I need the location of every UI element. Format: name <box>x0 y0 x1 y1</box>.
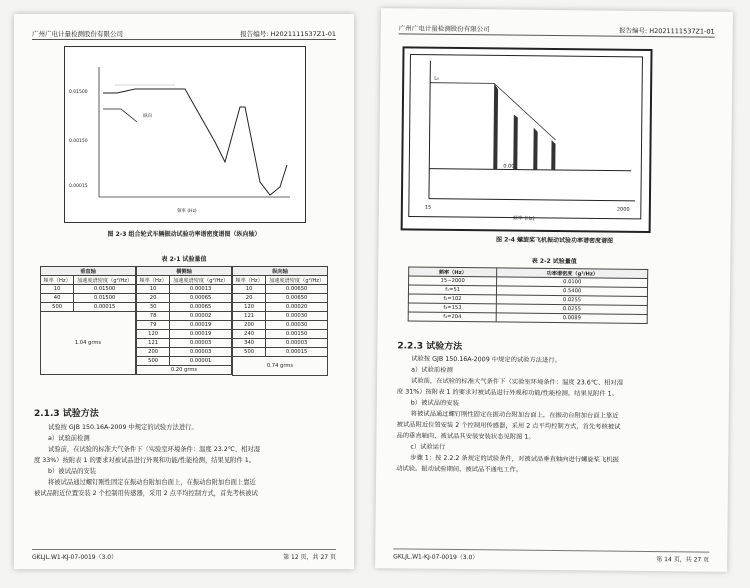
table-cell: 79 <box>137 321 170 330</box>
paragraph-line: b）被试品的安装 <box>410 399 459 408</box>
section-body <box>34 422 339 499</box>
table-row <box>41 285 136 294</box>
paragraph-line: b）被试品的安装 <box>48 468 97 475</box>
paragraph-line: 试验前，在试验的标准大气条件下（实验室环境条件：温度 23.6℃、相对湿 <box>411 377 624 387</box>
table-cell: 0.00019 <box>170 321 232 330</box>
table-cell: f₁=51 <box>408 285 496 295</box>
paragraph-line: 试验按 GJB 150.16A-2009 中规定的试验方法进行。 <box>48 424 198 431</box>
longitudinal-axis-table <box>232 266 328 376</box>
paragraph-line: 试验前，在试验的标准大气条件下（实验室环境条件：温度 23.2℃、相对湿 <box>48 446 260 453</box>
table-cell: 0.00650 <box>266 294 328 303</box>
table-row <box>41 303 136 312</box>
paragraph-line: 被试品附近位置安装 2 个控制用传感器，采用 2 点平均控制方式，首先考核被试 <box>396 421 621 431</box>
table-cell: 0.00003 <box>266 339 328 348</box>
y-tick-label: 0.00015 <box>69 184 88 189</box>
table-cell: 0.0255 <box>497 304 648 315</box>
right-page-footer <box>393 548 709 563</box>
table-row <box>233 330 328 339</box>
table-row <box>233 348 328 357</box>
section-body <box>396 353 712 477</box>
col-header: 功率谱密度（g²/Hz） <box>497 268 648 279</box>
test-level-table <box>408 266 649 324</box>
table-cell: 20 <box>233 294 266 303</box>
section-title: 2.1.3 试验方法 <box>34 409 99 419</box>
table-cell: 200 <box>233 321 266 330</box>
table-row <box>137 321 232 330</box>
table-cell: 40 <box>41 294 74 303</box>
col-header: 频率（Hz） <box>137 276 170 285</box>
y-tick-label: 0.00150 <box>69 139 88 144</box>
page-number: 第 14 页，共 27 页 <box>656 556 710 564</box>
figure-caption: 图 2-3 组合轮式车辆振动试验功率谱密度谱图（纵向轴） <box>107 231 261 238</box>
table-row <box>233 312 328 321</box>
report-number: 报告编号: H2021111537Z1-01 <box>618 26 715 36</box>
section-title: 2.2.3 试验方法 <box>397 341 463 353</box>
paragraph-line: 动试验。振动试验期间，被试品不通电工作。 <box>396 465 523 474</box>
table-cell: 121 <box>233 312 266 321</box>
table-row <box>137 285 232 294</box>
table-cell: 0.00015 <box>266 348 328 357</box>
paragraph-line: a）试验前检测 <box>411 366 453 374</box>
table-cell: 500 <box>233 348 266 357</box>
table-cell: 20 <box>137 294 170 303</box>
col-header: 加速度谱密度（g²/Hz） <box>266 276 328 285</box>
table-cell: 0.0255 <box>497 295 648 306</box>
spectrum-plot <box>65 47 305 222</box>
series-label: 纵向 <box>143 114 152 119</box>
report-number: 报告编号: H2021111537Z1-01 <box>240 30 336 38</box>
table-cell: 340 <box>233 339 266 348</box>
table-cell: 0.00003 <box>170 339 232 348</box>
table-cell: 78 <box>137 312 170 321</box>
paragraph-line: 度 31%）按附表 1 的要求对被试品进行外观和功能/性能检测，结果见附件 1。 <box>396 388 618 398</box>
table-cell: 240 <box>233 330 266 339</box>
table-cell: 0.00150 <box>266 330 328 339</box>
table-cell: 0.00013 <box>170 285 232 294</box>
company-name: 广州广电计量检测股份有限公司 <box>398 24 490 34</box>
table-row <box>408 312 647 324</box>
grms-cell: 0.20 grms <box>137 366 232 375</box>
table-row <box>137 312 232 321</box>
table-row <box>233 294 328 303</box>
table-cell: 0.00030 <box>266 312 328 321</box>
table-cell: 0.00002 <box>170 312 232 321</box>
table-cell: 10 <box>233 285 266 294</box>
baseline-label: 0.00 <box>503 163 515 170</box>
table-row <box>137 303 232 312</box>
right-page-header <box>399 18 715 37</box>
table-cell: 0.5400 <box>497 286 648 297</box>
table-cell: 0.00030 <box>266 321 328 330</box>
table-cell: 200 <box>137 348 170 357</box>
table-cell: 10 <box>41 285 74 294</box>
table-group-header: 纵向轴 <box>233 267 328 276</box>
table-cell: 0.00020 <box>266 303 328 312</box>
paragraph-line: 将被试品通过螺钉刚性固定在振动台附加台面上，在振动台附加台面上靠近 <box>48 479 256 486</box>
paragraph-line: 步骤 1：按 2.2.2 条规定的试验条件，对被试品垂直轴向进行螺旋桨飞机振 <box>410 454 619 464</box>
table-cell: 0.0089 <box>496 313 647 324</box>
table-row <box>137 294 232 303</box>
table-cell: 0.00003 <box>170 348 232 357</box>
company-name: 广州广电计量检测股份有限公司 <box>32 30 123 38</box>
table-group-header: 横侧轴 <box>137 267 232 276</box>
table-caption: 表 2-2 试验量值 <box>531 257 577 266</box>
table-cell: 0.0100 <box>497 277 648 288</box>
table-cell: 0.00001 <box>170 357 232 366</box>
table-cell: 500 <box>137 357 170 366</box>
table-row <box>137 330 232 339</box>
table-row <box>137 348 232 357</box>
table-cell: 15~2000 <box>409 276 497 286</box>
table-cell: 0.00019 <box>170 330 232 339</box>
col-header: 加速度谱密度（g²/Hz） <box>170 276 232 285</box>
table-cell: 10 <box>137 285 170 294</box>
table-cell: 0.00015 <box>74 303 136 312</box>
table-group-header: 垂直轴 <box>41 267 136 276</box>
figure-caption: 图 2-4 螺旋桨飞机振动试验功率谱密度谱图 <box>495 236 614 245</box>
col-header: 频率（Hz） <box>233 276 266 285</box>
paragraph-line: 品的垂直轴向，被试品其安装安装状态见附图 1。 <box>396 432 535 441</box>
vibration-spectrum-chart-left <box>64 46 306 223</box>
table-row <box>137 339 232 348</box>
table-row <box>233 303 328 312</box>
table-row <box>233 339 328 348</box>
table-cell: 0.01500 <box>74 285 136 294</box>
x-axis-label: 频率 (Hz) <box>177 209 197 214</box>
lateral-axis-table <box>136 266 232 375</box>
x-tick-label: 15 <box>424 204 432 211</box>
document-code: GKLJL.W1-KJ-07-0019（3.0） <box>32 554 118 561</box>
paragraph-line: 度 33%）按附表 1 的要求对被试品进行外观和功能/性能检测，结果见附件 1。 <box>34 457 256 464</box>
left-page <box>14 14 354 569</box>
table-cell: f₄=204 <box>408 312 496 322</box>
table-row <box>233 321 328 330</box>
left-page-header <box>32 24 336 40</box>
col-header: 加速度谱密度（g²/Hz） <box>74 276 136 285</box>
grms-cell: 1.04 grms <box>41 312 136 375</box>
col-header: 频率（Hz） <box>41 276 74 285</box>
vertical-axis-table <box>40 266 136 375</box>
col-header: 频率（Hz） <box>409 267 497 277</box>
table-cell: 500 <box>41 303 74 312</box>
document-code: GKLJL.W1-KJ-07-0019（3.0） <box>393 553 479 562</box>
vibration-spectrum-chart-right <box>401 46 653 233</box>
table-cell: 0.00065 <box>170 303 232 312</box>
grms-cell: 0.74 grms <box>233 357 328 376</box>
table-cell: 121 <box>137 339 170 348</box>
table-cell: 120 <box>137 330 170 339</box>
left-page-footer <box>32 549 336 561</box>
spectrum-plot <box>403 48 651 231</box>
paragraph-line: 试验按 GJB 150.16A-2009 中规定的试验方法进行。 <box>411 355 562 365</box>
table-cell: 120 <box>233 303 266 312</box>
table-caption: 表 2-1 试验量值 <box>161 256 207 263</box>
paragraph-line: a）试验前检测 <box>48 435 90 442</box>
paragraph-line: 被试品附近位置安装 2 个控制用传感器，采用 2 点平均控制方式，首先考核被试 <box>34 490 258 497</box>
page-number: 第 12 页，共 27 页 <box>283 554 336 561</box>
table-cell: f₂=102 <box>408 294 496 304</box>
table-cell: 0.00650 <box>266 285 328 294</box>
x-axis-label: 频率 (Hz) <box>512 215 535 222</box>
y-tick-label: 0.01500 <box>69 90 88 95</box>
table-row <box>137 357 232 366</box>
table-row <box>233 285 328 294</box>
peak-label: L₀ <box>434 75 440 82</box>
table-cell: 30 <box>137 303 170 312</box>
right-page <box>375 8 733 572</box>
table-cell: 0.01500 <box>74 294 136 303</box>
paragraph-line: c）试验运行 <box>410 443 446 451</box>
x-tick-label: 2000 <box>616 206 630 213</box>
table-row <box>41 294 136 303</box>
table-cell: 0.00065 <box>170 294 232 303</box>
table-cell: f₃=153 <box>408 303 496 313</box>
paragraph-line: 将被试品通过螺钉刚性固定在振动台附加台面上，在振动台附加台面上靠近 <box>410 410 619 420</box>
